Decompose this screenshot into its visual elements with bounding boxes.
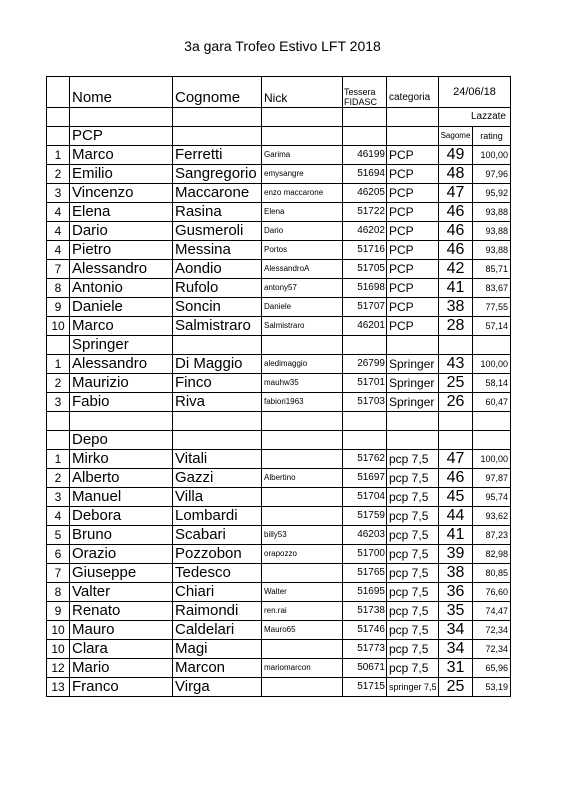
sagome-cell: 35 (439, 602, 473, 621)
nick-cell: billy53 (262, 526, 343, 545)
tessera-cell: 46203 (343, 526, 387, 545)
nome-cell: Franco (70, 678, 173, 697)
nick-cell: AlessandroA (262, 260, 343, 279)
categoria-cell: pcp 7,5 (387, 659, 439, 678)
cognome-cell: Gusmeroli (173, 222, 262, 241)
page-title: 3a gara Trofeo Estivo LFT 2018 (184, 38, 381, 54)
categoria-cell: Springer (387, 355, 439, 374)
header-sagome: Sagome (439, 127, 473, 146)
section-name: Depo (70, 431, 173, 450)
sagome-cell: 34 (439, 621, 473, 640)
sagome-cell: 36 (439, 583, 473, 602)
sagome-cell: 48 (439, 165, 473, 184)
nome-cell: Bruno (70, 526, 173, 545)
cognome-cell: Soncin (173, 298, 262, 317)
nick-cell (262, 488, 343, 507)
rating-cell: 72,34 (473, 621, 511, 640)
categoria-cell: pcp 7,5 (387, 469, 439, 488)
cognome-cell: Finco (173, 374, 262, 393)
categoria-cell: PCP (387, 279, 439, 298)
tessera-cell: 51716 (343, 241, 387, 260)
rank-cell: 1 (47, 355, 70, 374)
nome-cell: Orazio (70, 545, 173, 564)
rank-cell: 4 (47, 222, 70, 241)
nome-cell: Marco (70, 146, 173, 165)
table-row (47, 488, 511, 507)
rating-cell: 77,55 (473, 298, 511, 317)
rating-cell: 97,96 (473, 165, 511, 184)
cognome-cell: Sangregorio (173, 165, 262, 184)
cognome-cell: Salmistraro (173, 317, 262, 336)
table-row (47, 640, 511, 659)
categoria-cell: pcp 7,5 (387, 602, 439, 621)
sagome-cell: 41 (439, 279, 473, 298)
table-row (47, 678, 511, 697)
nome-cell: Alessandro (70, 355, 173, 374)
table-row (47, 146, 511, 165)
nome-cell: Fabio (70, 393, 173, 412)
rank-cell: 10 (47, 317, 70, 336)
cognome-cell: Virga (173, 678, 262, 697)
nome-cell: Antonio (70, 279, 173, 298)
section-header-row (47, 127, 511, 146)
rank-cell: 1 (47, 450, 70, 469)
rating-cell: 100,00 (473, 450, 511, 469)
nome-cell: Vincenzo (70, 184, 173, 203)
rating-cell: 95,74 (473, 488, 511, 507)
nick-cell: Daniele (262, 298, 343, 317)
rank-cell: 12 (47, 659, 70, 678)
rating-cell: 97,87 (473, 469, 511, 488)
section-header-row (47, 336, 511, 355)
nome-cell: Mario (70, 659, 173, 678)
sagome-cell: 45 (439, 488, 473, 507)
categoria-cell: PCP (387, 184, 439, 203)
header-row (47, 77, 511, 108)
location: Lazzate (439, 108, 511, 127)
header-tessera: Tessera FIDASC (343, 77, 387, 108)
categoria-cell: pcp 7,5 (387, 526, 439, 545)
nick-cell: ren.rai (262, 602, 343, 621)
categoria-cell: pcp 7,5 (387, 450, 439, 469)
tessera-cell: 51703 (343, 393, 387, 412)
tessera-cell: 51705 (343, 260, 387, 279)
rank-cell: 8 (47, 279, 70, 298)
table-row (47, 184, 511, 203)
rank-cell: 5 (47, 526, 70, 545)
rank-cell: 4 (47, 203, 70, 222)
nome-cell: Alberto (70, 469, 173, 488)
nome-cell: Emilio (70, 165, 173, 184)
header-nick: Nick (262, 77, 343, 108)
nick-cell: Garima (262, 146, 343, 165)
rating-cell: 83,67 (473, 279, 511, 298)
rating-cell: 100,00 (473, 146, 511, 165)
cognome-cell: Rasina (173, 203, 262, 222)
nome-cell: Pietro (70, 241, 173, 260)
tessera-cell: 46199 (343, 146, 387, 165)
tessera-cell: 46202 (343, 222, 387, 241)
sagome-cell: 46 (439, 222, 473, 241)
cognome-cell: Tedesco (173, 564, 262, 583)
tessera-cell: 46205 (343, 184, 387, 203)
tessera-cell: 51773 (343, 640, 387, 659)
nick-cell: Walter (262, 583, 343, 602)
rank-cell: 3 (47, 184, 70, 203)
cognome-cell: Riva (173, 393, 262, 412)
nick-cell (262, 640, 343, 659)
nome-cell: Renato (70, 602, 173, 621)
categoria-cell: Springer (387, 393, 439, 412)
categoria-cell: PCP (387, 298, 439, 317)
table-row (47, 469, 511, 488)
rating-cell: 53,19 (473, 678, 511, 697)
table-row (47, 507, 511, 526)
table-row (47, 222, 511, 241)
sagome-cell: 25 (439, 678, 473, 697)
tessera-cell: 50671 (343, 659, 387, 678)
tessera-cell: 51738 (343, 602, 387, 621)
table-row (47, 355, 511, 374)
cognome-cell: Marcon (173, 659, 262, 678)
nick-cell: orapozzo (262, 545, 343, 564)
table-row (47, 165, 511, 184)
nick-cell: antony57 (262, 279, 343, 298)
nick-cell (262, 678, 343, 697)
tessera-cell: 51701 (343, 374, 387, 393)
cognome-cell: Villa (173, 488, 262, 507)
cognome-cell: Rufolo (173, 279, 262, 298)
nick-cell: Salmistraro (262, 317, 343, 336)
table-row (47, 260, 511, 279)
tessera-cell: 51765 (343, 564, 387, 583)
header-index-cell (47, 77, 70, 108)
categoria-cell: pcp 7,5 (387, 640, 439, 659)
sagome-cell: 49 (439, 146, 473, 165)
rank-cell: 13 (47, 678, 70, 697)
nick-cell: Elena (262, 203, 343, 222)
spacer-row (47, 412, 511, 431)
table-row (47, 450, 511, 469)
categoria-cell: pcp 7,5 (387, 545, 439, 564)
section-name: Springer (70, 336, 173, 355)
cognome-cell: Di Maggio (173, 355, 262, 374)
header-categoria: categoria (387, 77, 439, 108)
header-cognome: Cognome (173, 77, 262, 108)
tessera-cell: 26799 (343, 355, 387, 374)
sagome-cell: 46 (439, 203, 473, 222)
sagome-cell: 42 (439, 260, 473, 279)
rank-cell: 2 (47, 469, 70, 488)
nick-cell: emysangre (262, 165, 343, 184)
header-nome: Nome (70, 77, 173, 108)
rank-cell: 2 (47, 165, 70, 184)
categoria-cell: pcp 7,5 (387, 583, 439, 602)
header-date: 24/06/18 (439, 77, 511, 108)
nome-cell: Valter (70, 583, 173, 602)
tessera-cell: 51707 (343, 298, 387, 317)
nick-cell: aledimaggio (262, 355, 343, 374)
rating-cell: 93,88 (473, 241, 511, 260)
nome-cell: Marco (70, 317, 173, 336)
sagome-cell: 47 (439, 184, 473, 203)
nick-cell: Dario (262, 222, 343, 241)
rating-cell: 93,88 (473, 222, 511, 241)
categoria-cell: PCP (387, 317, 439, 336)
sagome-cell: 46 (439, 469, 473, 488)
sagome-cell: 31 (439, 659, 473, 678)
tessera-cell: 51694 (343, 165, 387, 184)
header-rating: rating (473, 127, 511, 146)
section-header-row (47, 431, 511, 450)
table-row (47, 203, 511, 222)
rank-cell: 1 (47, 146, 70, 165)
table-row (47, 298, 511, 317)
nome-cell: Mirko (70, 450, 173, 469)
rank-cell: 3 (47, 393, 70, 412)
table-row (47, 583, 511, 602)
rank-cell: 10 (47, 621, 70, 640)
rating-cell: 80,85 (473, 564, 511, 583)
rank-cell: 9 (47, 602, 70, 621)
rank-cell: 7 (47, 564, 70, 583)
rating-cell: 93,88 (473, 203, 511, 222)
rating-cell: 58,14 (473, 374, 511, 393)
tessera-cell: 51759 (343, 507, 387, 526)
rank-cell: 4 (47, 507, 70, 526)
nome-cell: Manuel (70, 488, 173, 507)
table-row (47, 564, 511, 583)
rating-cell: 65,96 (473, 659, 511, 678)
rank-cell: 8 (47, 583, 70, 602)
table-row (47, 526, 511, 545)
tessera-cell: 51700 (343, 545, 387, 564)
nome-cell: Mauro (70, 621, 173, 640)
nick-cell: mauhw35 (262, 374, 343, 393)
tessera-cell: 51715 (343, 678, 387, 697)
cognome-cell: Raimondi (173, 602, 262, 621)
cognome-cell: Chiari (173, 583, 262, 602)
nome-cell: Dario (70, 222, 173, 241)
sagome-cell: 26 (439, 393, 473, 412)
rank-cell: 3 (47, 488, 70, 507)
categoria-cell: Springer (387, 374, 439, 393)
rating-cell: 76,60 (473, 583, 511, 602)
table-row (47, 545, 511, 564)
categoria-cell: PCP (387, 146, 439, 165)
rating-cell: 60,47 (473, 393, 511, 412)
categoria-cell: PCP (387, 222, 439, 241)
nome-cell: Clara (70, 640, 173, 659)
categoria-cell: PCP (387, 260, 439, 279)
nick-cell: Albertino (262, 469, 343, 488)
rank-cell: 9 (47, 298, 70, 317)
sagome-cell: 25 (439, 374, 473, 393)
location-row (47, 108, 511, 127)
categoria-cell: PCP (387, 165, 439, 184)
cognome-cell: Messina (173, 241, 262, 260)
rating-cell: 57,14 (473, 317, 511, 336)
tessera-cell: 51697 (343, 469, 387, 488)
sagome-cell: 41 (439, 526, 473, 545)
table-row (47, 279, 511, 298)
nick-cell (262, 450, 343, 469)
nick-cell: Mauro65 (262, 621, 343, 640)
cognome-cell: Maccarone (173, 184, 262, 203)
table-row (47, 317, 511, 336)
table-row (47, 659, 511, 678)
categoria-cell: pcp 7,5 (387, 564, 439, 583)
categoria-cell: PCP (387, 241, 439, 260)
tessera-cell: 51698 (343, 279, 387, 298)
rank-cell: 2 (47, 374, 70, 393)
cognome-cell: Scabari (173, 526, 262, 545)
rating-cell: 85,71 (473, 260, 511, 279)
cognome-cell: Vitali (173, 450, 262, 469)
nick-cell: Portos (262, 241, 343, 260)
tessera-cell: 51746 (343, 621, 387, 640)
nick-cell (262, 564, 343, 583)
rating-cell: 95,92 (473, 184, 511, 203)
sagome-cell: 46 (439, 241, 473, 260)
table-row (47, 374, 511, 393)
tessera-cell: 51762 (343, 450, 387, 469)
rating-cell: 82,98 (473, 545, 511, 564)
categoria-cell: pcp 7,5 (387, 488, 439, 507)
nome-cell: Giuseppe (70, 564, 173, 583)
section-name: PCP (70, 127, 173, 146)
sagome-cell: 28 (439, 317, 473, 336)
sagome-cell: 38 (439, 298, 473, 317)
cognome-cell: Lombardi (173, 507, 262, 526)
sagome-cell: 34 (439, 640, 473, 659)
cognome-cell: Magi (173, 640, 262, 659)
table-row (47, 241, 511, 260)
rating-cell: 74,47 (473, 602, 511, 621)
sagome-cell: 47 (439, 450, 473, 469)
rating-cell: 72,34 (473, 640, 511, 659)
nick-cell: fabiori1963 (262, 393, 343, 412)
nome-cell: Alessandro (70, 260, 173, 279)
rating-cell: 87,23 (473, 526, 511, 545)
tessera-cell: 51695 (343, 583, 387, 602)
results-table (46, 76, 511, 697)
rating-cell: 93,62 (473, 507, 511, 526)
table-row (47, 393, 511, 412)
rank-cell: 6 (47, 545, 70, 564)
sagome-cell: 43 (439, 355, 473, 374)
cognome-cell: Gazzi (173, 469, 262, 488)
cognome-cell: Caldelari (173, 621, 262, 640)
tessera-cell: 51722 (343, 203, 387, 222)
nome-cell: Elena (70, 203, 173, 222)
rating-cell: 100,00 (473, 355, 511, 374)
tessera-cell: 46201 (343, 317, 387, 336)
nick-cell (262, 507, 343, 526)
cognome-cell: Aondio (173, 260, 262, 279)
nome-cell: Debora (70, 507, 173, 526)
rank-cell: 10 (47, 640, 70, 659)
rank-cell: 7 (47, 260, 70, 279)
rank-cell: 4 (47, 241, 70, 260)
cognome-cell: Ferretti (173, 146, 262, 165)
categoria-cell: PCP (387, 203, 439, 222)
nick-cell: mariomarcon (262, 659, 343, 678)
nick-cell: enzo maccarone (262, 184, 343, 203)
nome-cell: Maurizio (70, 374, 173, 393)
sagome-cell: 38 (439, 564, 473, 583)
sagome-cell: 44 (439, 507, 473, 526)
sagome-cell: 39 (439, 545, 473, 564)
table-row (47, 602, 511, 621)
categoria-cell: springer 7,5 (387, 678, 439, 697)
cognome-cell: Pozzobon (173, 545, 262, 564)
nome-cell: Daniele (70, 298, 173, 317)
categoria-cell: pcp 7,5 (387, 621, 439, 640)
categoria-cell: pcp 7,5 (387, 507, 439, 526)
table-row (47, 621, 511, 640)
tessera-cell: 51704 (343, 488, 387, 507)
